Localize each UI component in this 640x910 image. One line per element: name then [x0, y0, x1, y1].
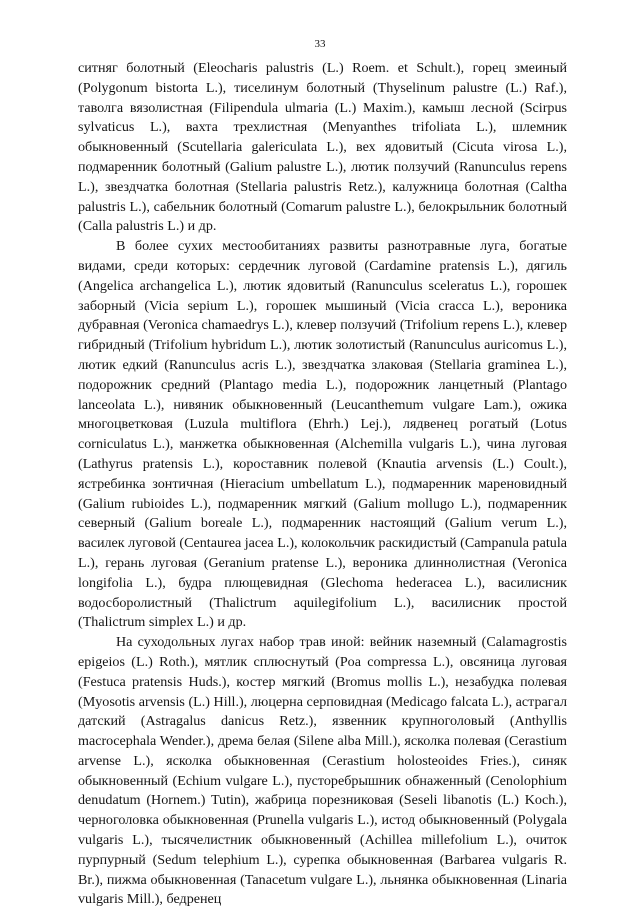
- body-text: [78, 59, 567, 910]
- page-number: 33: [314, 38, 326, 50]
- paragraph-dry-meadows: На суходольных лугах набор трав иной: вейник наземный (Calamagrostis epigeios (L.) Roth.), мятлик сплюснутый (Poa compressa L.), овсяница луговая (Festuca pratensis Huds.), костер мягкий (Bromus mollis L.), незабудка полевая (Myosotis arvensis (L.) Hill.), люцерна серповидная (Medicago falcata L.), астрагал датский (Astragalus danicus Retz.), язвенник крупноголовый (Anthyllis macrocephala Wender.), дрема белая (Silene alba Mill.), ясколка полевая (Cerastium arvense L.), ясколка обыкновенная (Cerastium holosteoides Fries.), синяк обыкновенный (Echium vulgare L.), пусторебрышник обнаженный (Cenolophium denudatum (Hornem.) Tutin), жабрица порезниковая (Seseli libanotis (L.) Koch.), черноголовка обыкновенная (Prunella vulgaris L.), истод обыкновенный (Polygala vulgaris L.), тысячелистник обыкновенный (Achillea millefolium L.), очиток пурпурный (Sedum telephium L.), сурепка обыкновенная (Barbarea vulgaris R. Br.), пижма обыкновенная (Tanacetum vulgare L.), льнянка обыкновенная (Linaria vulgaris Mill.), бедренец: [78, 634, 567, 908]
- paragraph-wet-meadow-species: ситняг болотный (Eleocharis palustris (L.) Roem. et Schult.), горец змеиный (Polygonum bistorta L.), тиселинум болотный (Thyselinum palustre (L.) Raf.), таволга вязолистная (Filipendula ulmaria (L.) Maxim.), камыш лесной (Scirpus sylvaticus L.), вахта трехлистная (Menyanthes trifoliata L.), шлемник обыкновенный (Scutellaria galericulata L.), вех ядовитый (Cicuta virosa L.), подмаренник болотный (Galium palustre L.), лютик ползучий (Ranunculus repens L.), звездчатка болотная (Stellaria palustris Retz.), калужница болотная (Caltha palustris L.), сабельник болотный (Comarum palustre L.), белокрыльник болотный (Calla palustris L.) и др.: [78, 60, 567, 235]
- paragraph-forb-meadows: В более сухих местообитаниях развиты разнотравные луга, богатые видами, среди которых: сердечник луговой (Cardamine pratensis L.), дягиль (Angelica archangelica L.), лютик ядовитый (Ranunculus sceleratus L.), горошек заборный (Vicia sepium L.), горошек мышиный (Vicia cracca L.), вероника дубравная (Veronica chamaedrys L.), клевер ползучий (Trifolium repens L.), клевер гибридный (Trifolium hybridum L.), лютик золотистый (Ranunculus auricomus L.), лютик едкий (Ranunculus acris L.), звездчатка злаковая (Stellaria graminea L.), подорожник средний (Plantago media L.), подорожник ланцетный (Plantago lanceolata L.), нивяник обыкновенный (Leucanthemum vulgare Lam.), ожика многоцветковая (Luzula multiflora (Ehrh.) Lej.), лядвенец рогатый (Lotus corniculatus L.), манжетка обыкновенная (Alchemilla vulgaris L.), чина луговая (Lathyrus pratensis L.), короставник полевой (Knautia arvensis (L.) Coult.), ястребинка зонтичная (Hieracium umbellatum L.), подмаренник мареновидный (Galium rubioides L.), подмаренник мягкий (Galium mollugo L.), подмаренник северный (Galium boreale L.), подмаренник настоящий (Galium verum L.), василек луговой (Centaurea jacea L.), колокольчик раскидистый (Campanula patula L.), герань луговая (Geranium pratense L.), вероника длиннолистная (Veronica longifolia L.), будра плющевидная (Glechoma hederacea L.), василисник водосборолистный (Thalictrum aquilegifolium L.), василисник простой (Thalictrum simplex L.) и др.: [78, 238, 567, 631]
